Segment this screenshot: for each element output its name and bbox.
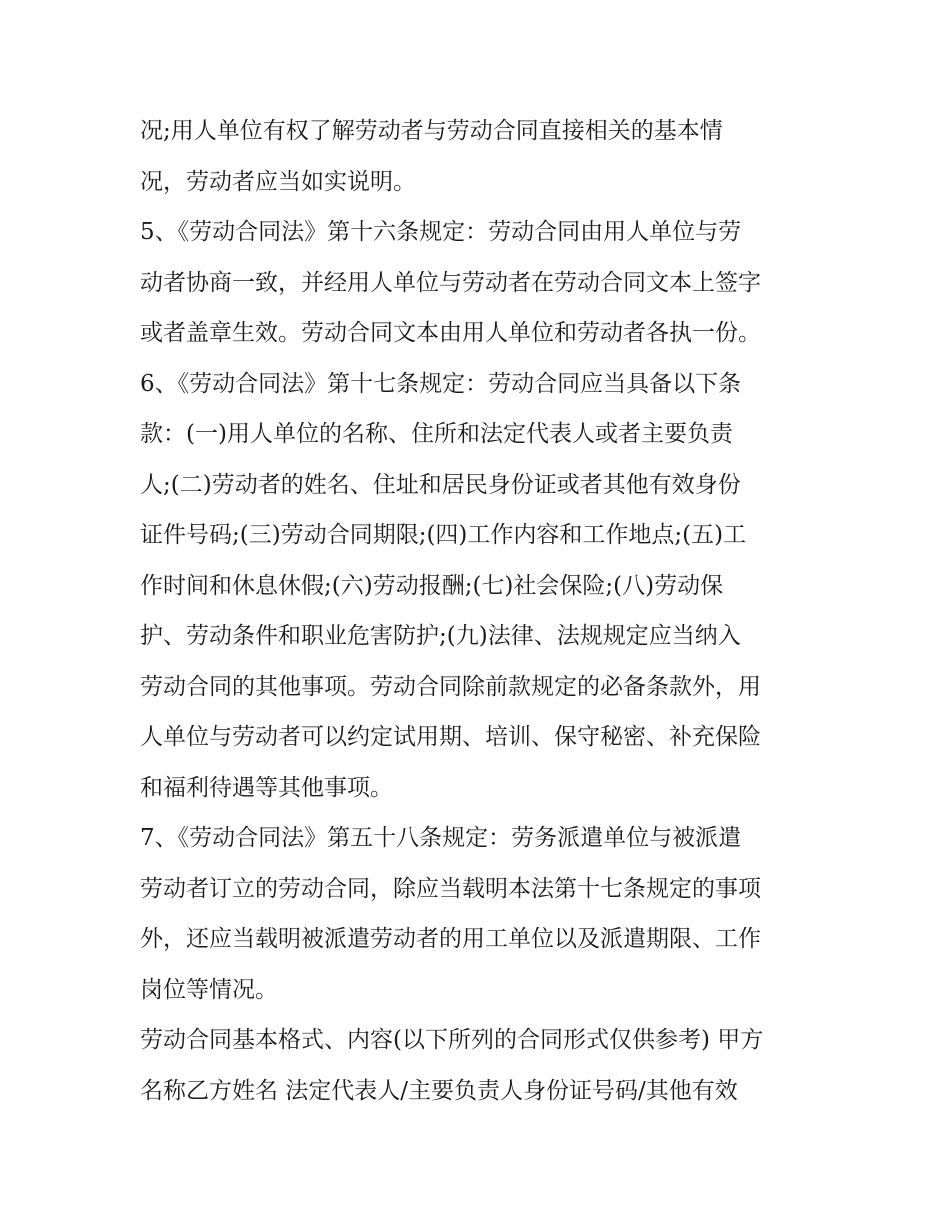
text-line: 和福利待遇等其他事项。 xyxy=(140,774,393,801)
text-line: 岗位等情况。 xyxy=(140,976,278,1003)
document-body xyxy=(140,106,820,1116)
text-line: 劳动者订立的劳动合同，除应当载明本法第十七条规定的事项 xyxy=(140,875,761,902)
text-line: 人单位与劳动者可以约定试用期、培训、保守秘密、补充保险 xyxy=(140,724,761,750)
text-line: 款：(一)用人单位的名称、住所和法定代表人或者主要负责 xyxy=(140,421,733,447)
text-line: 外，还应当载明被派遣劳动者的用工单位以及派遣期限、工作 xyxy=(140,926,761,952)
text-line: 或者盖章生效。劳动合同文本由用人单位和劳动者各执一份。 xyxy=(140,320,761,346)
text-line: 动者协商一致，并经用人单位与劳动者在劳动合同文本上签字 xyxy=(140,269,761,296)
text-line: 况;用人单位有权了解劳动者与劳动合同直接相关的基本情 xyxy=(140,118,723,144)
text-line: 作时间和休息休假;(六)劳动报酬;(七)社会保险;(八)劳动保 xyxy=(140,572,724,599)
text-line: 劳动合同基本格式、内容(以下所列的合同形式仅供参考) 甲方 xyxy=(140,1027,764,1053)
text-line: 名称乙方姓名 法定代表人/主要负责人身份证号码/其他有效 xyxy=(140,1077,738,1104)
text-line: 护、劳动条件和职业危害防护;(九)法律、法规规定应当纳入 xyxy=(140,623,741,649)
text-line: 劳动合同的其他事项。劳动合同除前款规定的必备条款外，用 xyxy=(140,673,761,700)
text-line: 5、《劳动合同法》第十六条规定：劳动合同由用人单位与劳 xyxy=(140,219,742,245)
text-line: 况，劳动者应当如实说明。 xyxy=(140,168,416,195)
text-line: 7、《劳动合同法》第五十八条规定：劳务派遣单位与被派遣 xyxy=(140,825,742,851)
text-line: 人;(二)劳动者的姓名、住址和居民身份证或者其他有效身份 xyxy=(140,471,741,498)
text-line: 6、《劳动合同法》第十七条规定：劳动合同应当具备以下条 xyxy=(140,370,742,397)
text-line: 证件号码;(三)劳动合同期限;(四)工作内容和工作地点;(五)工 xyxy=(140,522,747,548)
